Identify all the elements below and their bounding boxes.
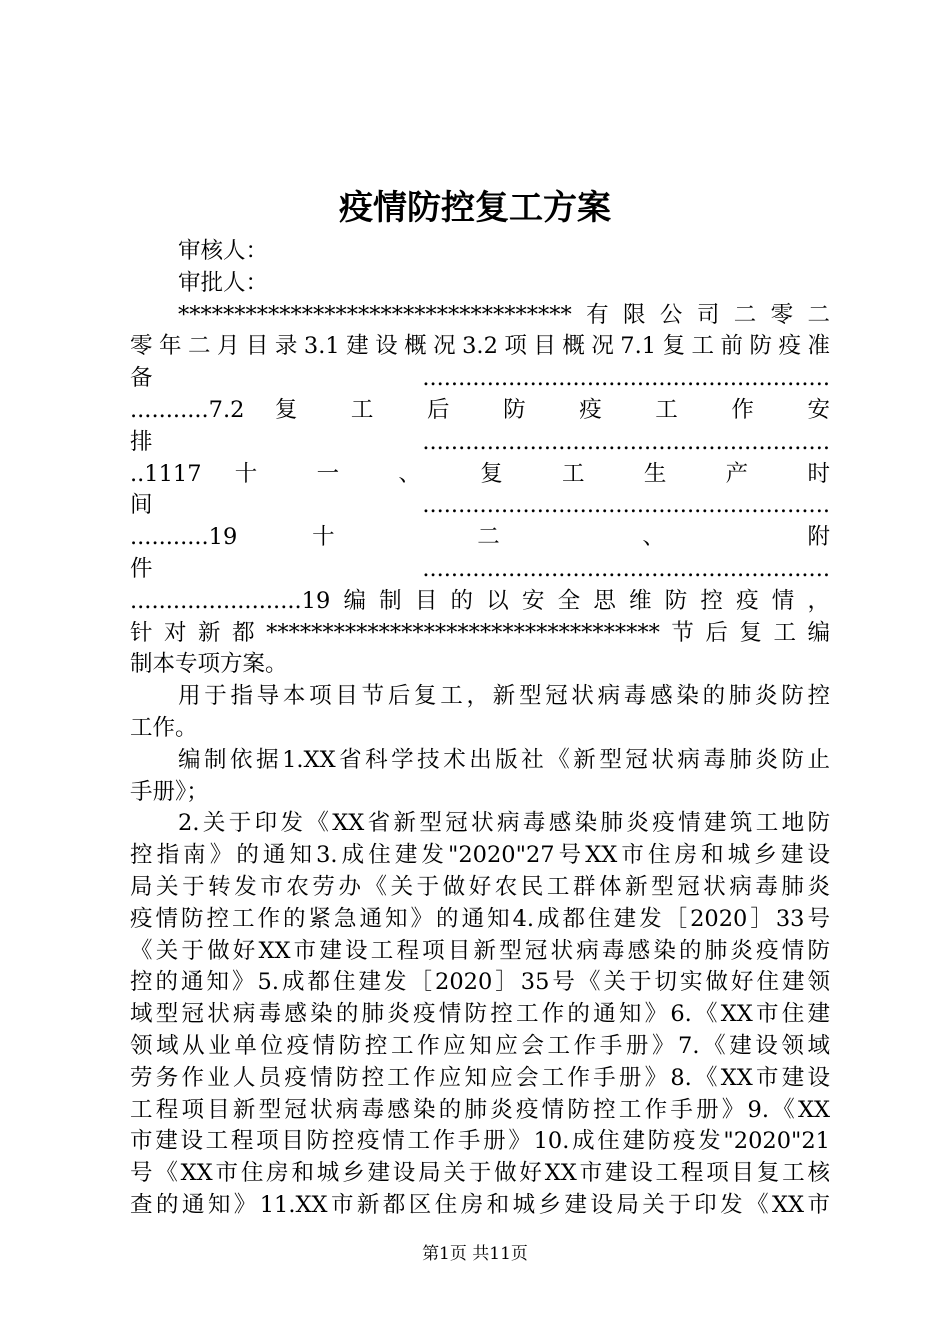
- body-line: 工作。: [130, 715, 198, 741]
- body-line: 《关于做好XX市建设工程项目新型冠状病毒感染的肺炎疫情防: [130, 937, 830, 964]
- body-line: ........................19编制目的以安全思维防控疫情，: [130, 587, 830, 614]
- body-line: ...........19 十 二 、 附: [130, 524, 830, 551]
- body-line: ..1117 十 一 、 复 工 生 产 时: [130, 460, 830, 487]
- body-line: 针对新都***********************************节后复工编: [130, 619, 830, 646]
- body-line: 域型冠状病毒感染的肺炎疫情防控工作的通知》6.《XX市住建: [130, 1001, 830, 1028]
- body-line: 排.........................................................: [130, 428, 830, 455]
- body-line: 手册》；: [130, 778, 209, 805]
- body-line: 疫情防控工作的紧急通知》的通知4.成都住建发［2020］33号: [130, 905, 830, 932]
- body-line: 件.........................................................: [130, 556, 830, 582]
- body-line: 2.关于印发《XX省新型冠状病毒感染肺炎疫情建筑工地防: [178, 810, 830, 837]
- body-line: 查的通知》11.XX市新都区住房和城乡建设局关于印发《XX市: [130, 1192, 830, 1218]
- body-line: 零年二月目录3.1建设概况3.2项目概况7.1复工前防疫准: [130, 333, 830, 360]
- body-line: 劳务作业人员疫情防控工作应知应会工作手册》8.《XX市建设: [130, 1064, 830, 1091]
- body-line: 间.........................................................: [130, 492, 830, 519]
- body-line: 号《XX市住房和城乡建设局关于做好XX市建设工程项目复工核: [130, 1160, 830, 1187]
- body-line: 审核人：: [178, 238, 269, 264]
- body-line: 备.........................................................: [130, 365, 830, 392]
- body-line: 领域从业单位疫情防控工作应知应会工作手册》7.《建设领域: [130, 1033, 830, 1059]
- body-line: 局关于转发市农劳办《关于做好农民工群体新型冠状病毒肺炎: [130, 874, 830, 900]
- body-line: 用于指导本项目节后复工，新型冠状病毒感染的肺炎防控: [178, 683, 830, 710]
- body-line: 制本专项方案。: [130, 651, 288, 678]
- document-title: 疫情防控复工方案: [339, 188, 611, 228]
- body-line: ...........7.2 复 工 后 防 疫 工 作 安: [130, 397, 830, 423]
- body-line: 编制依据1.XX省科学技术出版社《新型冠状病毒肺炎防止: [178, 746, 830, 773]
- page-number: 第1页 共11页: [422, 1244, 528, 1264]
- body-line: 市建设工程项目防控疫情工作手册》10.成住建防疫发"2020"21: [130, 1128, 830, 1155]
- body-line: ***********************************有限公司二零二: [178, 301, 830, 328]
- body-line: 工程项目新型冠状病毒感染的肺炎疫情防控工作手册》9.《XX: [130, 1096, 830, 1123]
- body-line: 控的通知》5.成都住建发［2020］35号《关于切实做好住建领: [130, 969, 830, 996]
- body-line: 控指南》的通知3.成住建发"2020"27号XX市住房和城乡建设: [130, 842, 830, 869]
- body-line: 审批人：: [178, 269, 269, 296]
